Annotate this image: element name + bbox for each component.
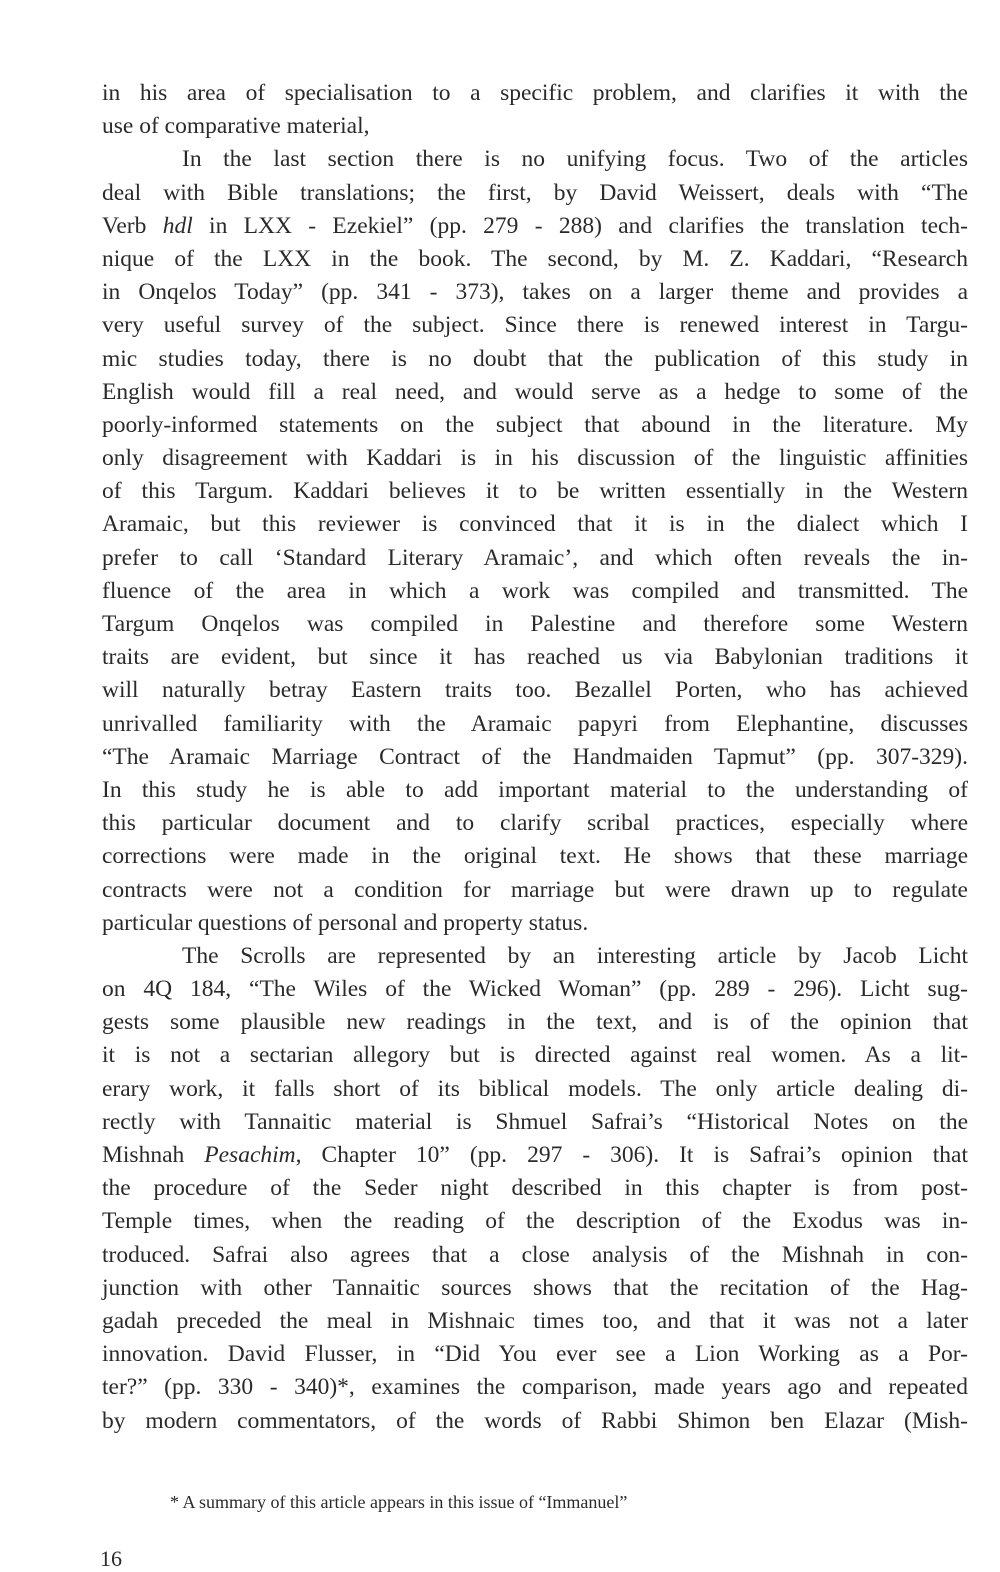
- text-line: on 4Q 184, “The Wiles of the Wicked Woman” (pp. 289 - 296). Licht sug-: [102, 976, 968, 1003]
- text-line: by modern commentators, of the words of Rabbi Shimon ben Elazar (Mish-: [102, 1407, 968, 1434]
- italic-term: Pesachim: [204, 1142, 296, 1168]
- text-line: gadah preceded the meal in Mishnaic times too, and that it was not a later: [102, 1307, 968, 1334]
- text-line: ter?” (pp. 330 - 340)*, examines the comparison, made years ago and repeated: [102, 1374, 968, 1401]
- text-line: will naturally betray Eastern traits too. Bezallel Porten, who has achieved: [102, 677, 968, 704]
- text-line: erary work, it falls short of its biblical models. The only article dealing di-: [102, 1075, 968, 1102]
- text-line: Mishnah Pesachim, Chapter 10” (pp. 297 - 306). It is Safrai’s opinion that: [102, 1142, 968, 1168]
- text-line: use of comparative material,: [102, 113, 370, 140]
- text-line: deal with Bible translations; the first, by David Weissert, deals with “The: [102, 179, 968, 206]
- text-line: Targum Onqelos was compiled in Palestine and therefore some Western: [102, 611, 968, 637]
- text-line: of this Targum. Kaddari believes it to be written essentially in the Western: [102, 478, 968, 505]
- text-line: Temple times, when the reading of the description of the Exodus was in-: [102, 1208, 968, 1235]
- text-line: nique of the LXX in the book. The second, by M. Z. Kaddari, “Research: [102, 245, 968, 272]
- text-line: the procedure of the Seder night described in this chapter is from post-: [102, 1175, 968, 1202]
- text-line: junction with other Tannaitic sources shows that the recitation of the Hag-: [102, 1274, 968, 1301]
- text-line: troduced. Safrai also agrees that a close analysis of the Mishnah in con-: [102, 1241, 968, 1268]
- text-line: innovation. David Flusser, in “Did You ever see a Lion Working as a Por-: [102, 1341, 968, 1368]
- text-line: contracts were not a condition for marriage but were drawn up to regulate: [102, 876, 968, 903]
- text-line: rectly with Tannaitic material is Shmuel Safrai’s “Historical Notes on the: [102, 1108, 968, 1135]
- text-line: English would fill a real need, and would serve as a hedge to some of the: [102, 378, 968, 405]
- text-line: very useful survey of the subject. Since there is renewed interest in Targu-: [102, 312, 968, 339]
- text-line: only disagreement with Kaddari is in his discussion of the linguistic affinities: [102, 445, 968, 472]
- text-line: particular questions of personal and property status.: [102, 909, 589, 936]
- text-line: poorly-informed statements on the subject that abound in the literature. My: [102, 411, 968, 438]
- body-text: [102, 77, 968, 1438]
- text-line: Verb hdl in LXX - Ezekiel” (pp. 279 - 288) and clarifies the translation tech-: [102, 212, 969, 239]
- text-line: in Onqelos Today” (pp. 341 - 373), takes on a larger theme and provides a: [102, 279, 968, 306]
- text-line: this particular document and to clarify scribal practices, especially where: [102, 810, 968, 837]
- text-line: traits are evident, but since it has reached us via Babylonian traditions it: [102, 644, 968, 671]
- italic-term: hdl: [162, 212, 193, 239]
- text-line: unrivalled familiarity with the Aramaic papyri from Elephantine, discusses: [102, 710, 968, 737]
- text-line: prefer to call ‘Standard Literary Aramaic’, and which often reveals the in-: [102, 544, 968, 571]
- text-line: In this study he is able to add important material to the understanding of: [102, 776, 968, 803]
- paragraph-first-line: In the last section there is no unifying focus. Two of the articles: [182, 146, 968, 173]
- text-line: in his area of specialisation to a specific problem, and clarifies it with the: [102, 80, 968, 106]
- text-line: fluence of the area in which a work was compiled and transmitted. The: [102, 577, 968, 604]
- text-line: “The Aramaic Marriage Contract of the Handmaiden Tapmut” (pp. 307-329).: [102, 743, 968, 770]
- footnote: * A summary of this article appears in this issue of “Immanuel”: [170, 1492, 628, 1512]
- text-line: corrections were made in the original text. He shows that these marriage: [102, 843, 968, 870]
- text-line: it is not a sectarian allegory but is directed against real women. As a lit-: [102, 1042, 968, 1069]
- paragraph-first-line: The Scrolls are represented by an interesting article by Jacob Licht: [182, 942, 968, 969]
- text-line: gests some plausible new readings in the text, and is of the opinion that: [102, 1009, 968, 1036]
- page-number: 16: [100, 1546, 122, 1571]
- text-line: mic studies today, there is no doubt that the publication of this study in: [102, 345, 968, 372]
- text-line: Aramaic, but this reviewer is convinced that it is in the dialect which I: [102, 511, 968, 538]
